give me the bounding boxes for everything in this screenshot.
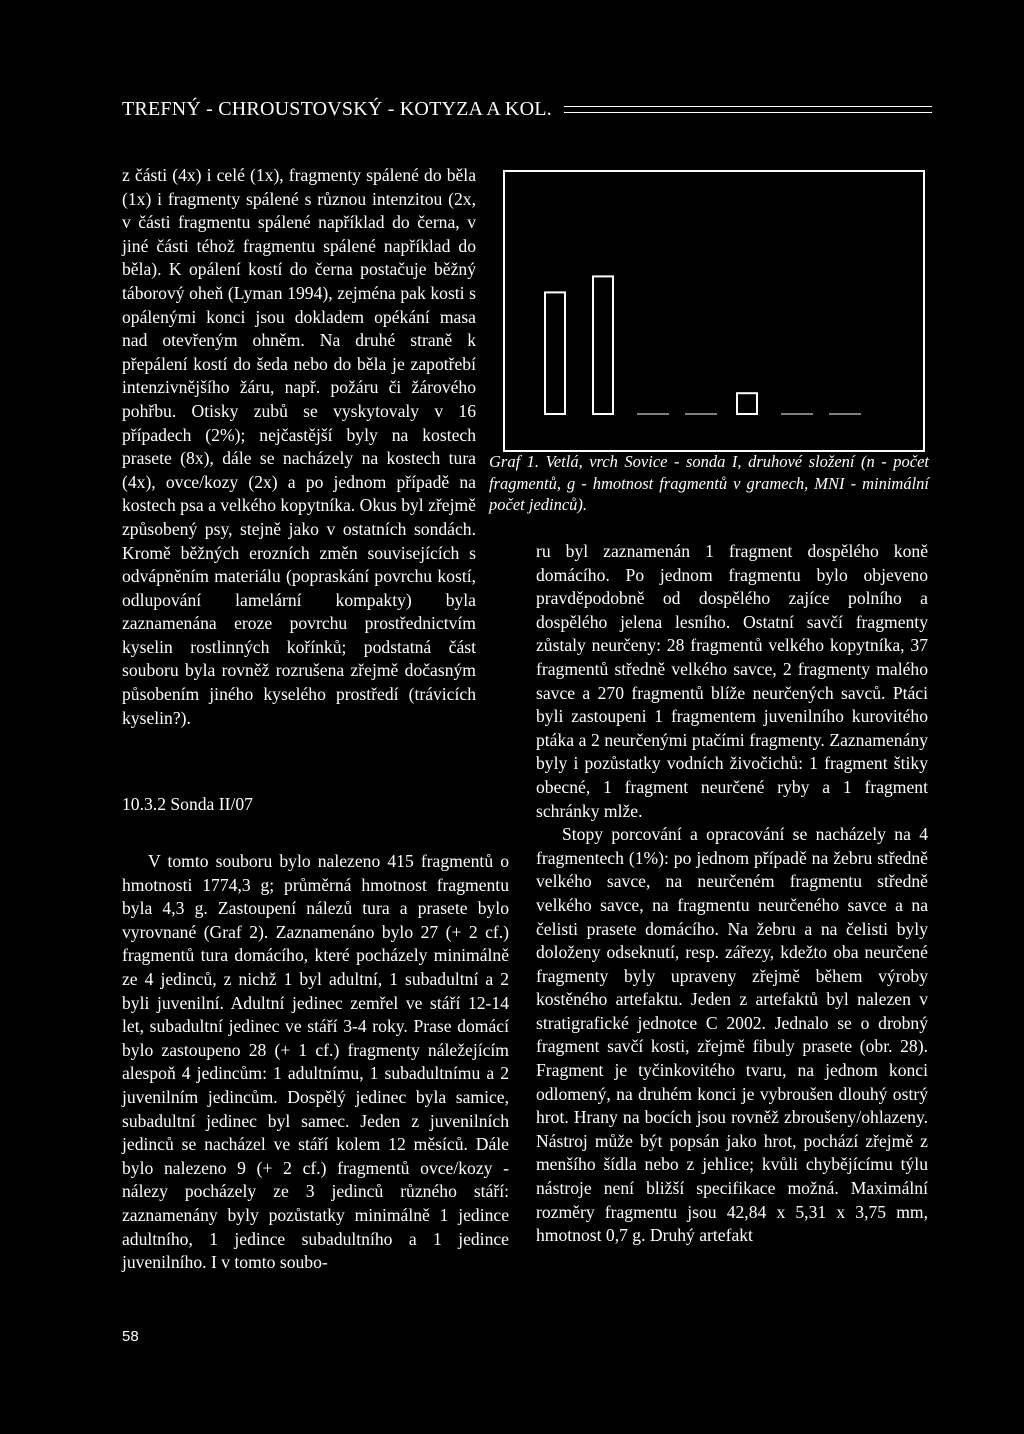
right-paragraph-1: ru byl zaznamenán 1 fragment dospělého koně domácího. Po jednom fragmentu bylo objeveno pravděpodobně od dospělého zajíce polního a dospělého jelena lesního. Ostatní savčí fragmenty zůstaly neurčeny: 28 fragmentů velkého kopytníka, 37 fragmentů středně velkého savce, 2 fragmenty malého savce a 270 fragmentů blíže neurčených savců. Ptáci byli zastoupeni 1 fragmentem juvenilního kurovitého ptáka a 2 neurčenými ptačími fragmenty. Zaznamenány byly i pozůstatky vodních živočichů: 1 fragment štiky obecné, 1 fragment neurčené ryby a 1 fragment schránky mlže.: [536, 541, 928, 821]
chart-bar-2: [593, 276, 613, 414]
chart-bar-5: [737, 393, 757, 414]
left-column-bottom: [122, 850, 509, 1275]
left-column-top: [122, 164, 476, 730]
header-title: TREFNÝ - CHROUSTOVSKÝ - KOTYZA A KOL.: [122, 97, 552, 120]
section-heading: 10.3.2 Sonda II/07: [122, 794, 253, 814]
right-paragraph-2: Stopy porcování a opracování se nacházely na 4 fragmentech (1%): po jednom případě na žebru středně velkého savce, na neurčeném fragmentu středně velkého savce, na fragmentu neurčeného savce a na čelisti prasete domácího. Na žebru a na čelisti byly doloženy odseknutí, resp. zářezy, kdežto oba neurčené fragmenty byly upraveny zřejmě během výroby kostěného artefaktu. Jeden z artefaktů byl nalezen v stratigrafické jednotce C 2002. Jednalo se o drobný fragment savčí kosti, zřejmě fibuly prasete (obr. 28). Fragment je tyčinkovitého tvaru, na jednom konci odlomený, na druhém konci je vybroušen dlouhý ostrý hrot. Hrany na bocích jsou rovněž zbroušeny/ohlazeny. Nástroj může být popsán jako hrot, pochází zřejmě z menšího šídla nebo z jehlice; kvůli chybějícímu týlu nástroje není bližší specifikace možná. Maximální rozměry fragmentu jsou 42,84 x 5,31 x 3,75 mm, hmotnost 0,7 g. Druhý artefakt: [536, 824, 928, 1246]
chart-bar-1: [545, 292, 565, 414]
bar-chart: [505, 172, 923, 450]
chart-frame: [503, 170, 925, 452]
left-paragraph-2: V tomto souboru bylo nalezeno 415 fragmentů o hmotnosti 1774,3 g; průměrná hmotnost fragmentu byla 4,3 g. Zastoupení nálezů tura a prasete bylo vyrovnané (Graf 2). Zaznamenáno bylo 27 (+ 2 cf.) fragmentů tura domácího, které pocházely minimálně ze 4 jedinců, z nichž 1 byl adultní, 1 subadultní a 2 byli juvenilní. Adultní jedinec zemřel ve stáří 12-14 let, subadultní jedinec ve stáří 3-4 roky. Prase domácí bylo zastoupeno 28 (+ 1 cf.) fragmenty náležejícím alespoň 4 jedincům: 1 adultnímu, 1 subadultnímu a 2 juvenilním jedincům. Dospělý jedinec byla samice, subadultní jedinec byl samec. Jeden z juvenilních jedinců se nacházel ve stáří kolem 12 měsíců. Dále bylo nalezeno 9 (+ 2 cf.) fragmentů ovce/kozy - nálezy pocházely ze 3 jedinců různého stáří: zaznamenány byly pozůstatky minimálně 1 jedince adultního, 1 jedince subadultního a 1 jedince juvenilního. I v tomto soubo-: [122, 851, 509, 1273]
figure-caption: Graf 1. Vetlá, vrch Sovice - sonda I, druhové složení (n - počet fragmentů, g - hmotnost fragmentů v gramech, MNI - minimální počet jedinců).: [489, 452, 929, 514]
running-header: [122, 94, 932, 124]
right-column: [536, 540, 928, 1248]
left-paragraph-1: z části (4x) i celé (1x), fragmenty spálené do běla (1x) i fragmenty spálené s různou intenzitou (2x, v části fragmentu spálené například do černa, v jiné části téhož fragmentu spálené například do běla). K opálení kostí do černa postačuje běžný táborový oheň (Lyman 1994), zejména pak kosti s opálenými konci jsou dokladem opékání masa nad otevřeným ohněm. Na druhé straně k přepálení kostí do šeda nebo do běla je zapotřebí intenzivnějšího žáru, např. požáru či žárového pohřbu. Otisky zubů se vyskytovaly v 16 případech (2%); nejčastější byly na kostech prasete (8x), dále se nacházely na kostech tura (4x), ovce/kozy (2x) a po jednom případě na kostech psa a velkého kopytníka. Okus byl zřejmě způsobený psy, stejně jako v ostatních sondách. Kromě běžných erozních změn souvisejících s odvápněním materiálu (popraskání povrchu kostí, odlupování lamelární kompakty) byla zaznamenána eroze povrchu prostřednictvím kyselin rostlinných kořínků; podstatná část souboru byla rovněž rozrušena zřejmě dočasným působením jiného kyselého prostředí (trávicích kyselin?).: [122, 165, 476, 728]
page-number: 58: [122, 1328, 139, 1345]
header-rule: [564, 106, 932, 113]
